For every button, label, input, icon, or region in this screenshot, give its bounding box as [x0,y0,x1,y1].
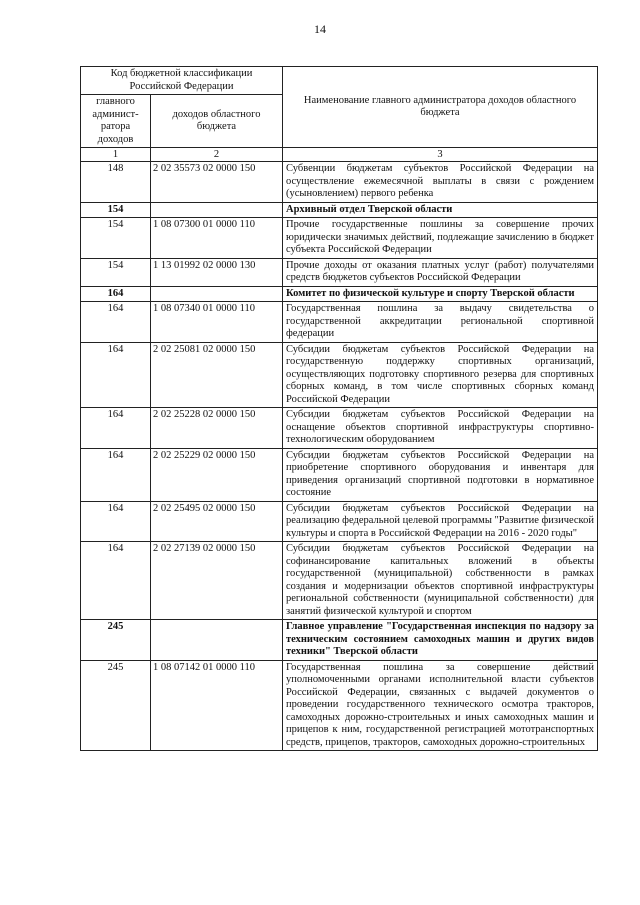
header-budget-classification: Код бюджетной классификации Российской Федерации [81,67,283,95]
cell-income-code: 2 02 35573 02 0000 150 [151,162,283,203]
cell-name: Субсидии бюджетам субъектов Российской Федерации на софинансирование капитальных вложений в объекты государственной (муниципальной) собственности в рамках создания и модернизации объектов спортивной инфраструктуры региональной собственности (муниципальной собственности) для занятий физической культурой и спортом [283,542,598,620]
header-name-column: Наименование главного администратора доходов областного бюджета [283,67,598,148]
cell-income-code: 2 02 27139 02 0000 150 [151,542,283,620]
cell-admin-code: 148 [81,162,151,203]
cell-income-code: 2 02 25495 02 0000 150 [151,501,283,542]
budget-classification-table [80,66,598,751]
cell-admin-code: 164 [81,542,151,620]
cell-admin-code: 164 [81,501,151,542]
cell-admin-code: 154 [81,202,151,218]
table-row-section [81,202,598,218]
page-number: 14 [314,22,326,36]
cell-admin-code: 245 [81,620,151,661]
cell-income-code: 2 02 25228 02 0000 150 [151,408,283,449]
cell-name: Прочие доходы от оказания платных услуг (работ) получателями средств бюджетов субъектов Российской Федерации [283,258,598,286]
cell-name: Комитет по физической культуре и спорту Тверской области [283,286,598,302]
cell-admin-code: 164 [81,286,151,302]
cell-name: Прочие государственные пошлины за совершение прочих юридически значимых действий, подлежащие зачислению в бюджет субъекта Российской Федерации [283,218,598,259]
table-row [81,501,598,542]
header-column-number: 1 [81,148,151,162]
cell-name: Субсидии бюджетам субъектов Российской Федерации на государственную поддержку спортивных организаций, осуществляющих подготовку спортивного резерва для спортивных сборных команд, в том числе спортивных сборных команд Российской Федерации [283,342,598,408]
header-income-column: доходов областного бюджета [151,95,283,148]
cell-admin-code: 164 [81,408,151,449]
cell-income-code [151,286,283,302]
table-row [81,448,598,501]
cell-name: Субсидии бюджетам субъектов Российской Федерации на приобретение спортивного оборудования и инвентаря для приведения организаций спортивной подготовки в нормативное состояние [283,448,598,501]
table-row [81,660,598,751]
cell-name: Субвенции бюджетам субъектов Российской Федерации на осуществление ежемесячной выплаты в связи с рождением (усыновлением) первого ребенка [283,162,598,203]
cell-admin-code: 164 [81,448,151,501]
cell-name: Субсидии бюджетам субъектов Российской Федерации на оснащение объектов спортивной инфраструктуры спортивно-технологическим оборудованием [283,408,598,449]
cell-income-code: 2 02 25229 02 0000 150 [151,448,283,501]
cell-name: Субсидии бюджетам субъектов Российской Федерации на реализацию федеральной целевой программы "Развитие физической культуры и спорта в Российской Федерации на 2016 - 2020 годы" [283,501,598,542]
table-row [81,542,598,620]
cell-name: Государственная пошлина за совершение действий уполномоченными органами исполнительной власти субъектов Российской Федерации, связанных с выдачей документов о проведении государственного технического осмотра тракторов, самоходных дорожно-строительных и иных самоходных машин и прицепов к ним, государственной регистрацией мототранспортных средств, прицепов, тракторов, самоходных дорожно-строительных [283,660,598,751]
table-row-section [81,620,598,661]
cell-name: Главное управление "Государственная инспекция по надзору за техническим состоянием самоходных машин и других видов техники" Тверской области [283,620,598,661]
header-admin-column: главного админист-ратора доходов [81,95,151,148]
cell-income-code: 1 13 01992 02 0000 130 [151,258,283,286]
table-row [81,258,598,286]
cell-name: Архивный отдел Тверской области [283,202,598,218]
table-row-section [81,286,598,302]
cell-income-code: 1 08 07300 01 0000 110 [151,218,283,259]
cell-name: Государственная пошлина за выдачу свидетельства о государственной аккредитации региональной спортивной федерации [283,302,598,343]
cell-admin-code: 164 [81,302,151,343]
cell-income-code: 1 08 07340 01 0000 110 [151,302,283,343]
table-row [81,302,598,343]
header-column-number: 2 [151,148,283,162]
table-row [81,162,598,203]
cell-admin-code: 164 [81,342,151,408]
cell-income-code [151,202,283,218]
cell-income-code [151,620,283,661]
cell-admin-code: 154 [81,258,151,286]
table-row [81,218,598,259]
cell-income-code: 2 02 25081 02 0000 150 [151,342,283,408]
cell-admin-code: 245 [81,660,151,751]
header-column-number: 3 [283,148,598,162]
cell-income-code: 1 08 07142 01 0000 110 [151,660,283,751]
cell-admin-code: 154 [81,218,151,259]
table-row [81,408,598,449]
table-row [81,342,598,408]
